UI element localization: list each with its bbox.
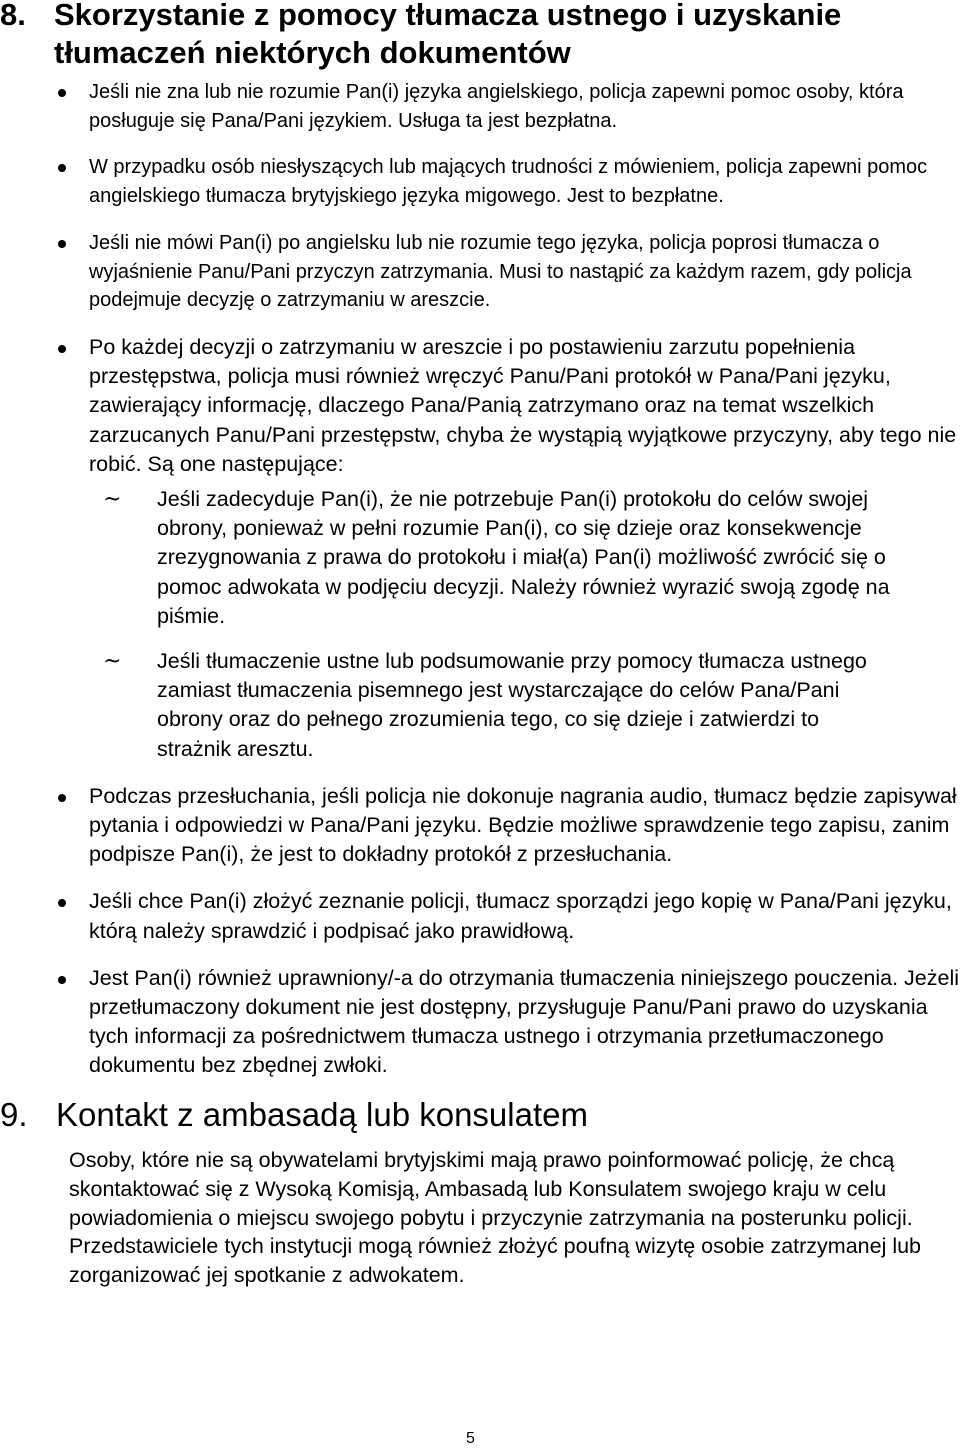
- bullet-item: [0, 887, 959, 945]
- bullet-text: W przypadku osób niesłyszących lub mających trudności z mówieniem, policja zapewni pomoc angielskiego tłumacza brytyjskiego języka migowego. Jest to bezpłatne.: [89, 156, 928, 208]
- section-8-number: 8.: [0, 0, 26, 32]
- bullet-dot-icon: [58, 794, 66, 802]
- tilde-marker-icon: ~: [103, 486, 122, 512]
- sub-bullet-text: Jeśli tłumaczenie ustne lub podsumowanie przy pomocy tłumacza ustnego zamiast tłumaczenia pisemnego jest wystarczające do celów Pana/Pani obrony oraz do pełnego zrozumienia tego, co się dzieje i zatwierdzi to strażnik aresztu.: [157, 648, 867, 761]
- bullet-text: Jeśli nie zna lub nie rozumie Pan(i) języka angielskiego, policja zapewni pomoc osoby, która posługuje się Pana/Pani językiem. Usługa ta jest bezpłatna.: [89, 81, 904, 132]
- bullet-item: [0, 78, 959, 135]
- page-number: 5: [466, 1430, 475, 1447]
- bullet-text: Jeśli chce Pan(i) złożyć zeznanie policji, tłumacz sporządzi jego kopię w Pana/Pani języku, którą należy sprawdzić i podpisać jako prawidłową.: [89, 889, 952, 943]
- section-9-heading: [0, 1095, 588, 1135]
- bullet-text: Jeśli nie mówi Pan(i) po angielsku lub nie rozumie tego języka, policja poprosi tłumacza o wyjaśnienie Panu/Pani przyczyn zatrzymania. Musi to nastąpić za każdym razem, gdy policja podejmuje decyzję o zatrzymaniu w areszcie.: [89, 231, 912, 312]
- tilde-marker-icon: ~: [103, 648, 122, 674]
- sub-bullet-list: [89, 485, 959, 764]
- section-9-title: Kontakt z ambasadą lub konsulatem: [56, 1096, 588, 1133]
- bullet-dot-icon: [58, 899, 66, 907]
- bullet-dot-icon: [58, 240, 66, 248]
- bullet-dot-icon: [58, 164, 66, 172]
- bullet-dot-icon: [58, 89, 66, 97]
- bullet-item: [0, 333, 959, 764]
- section-8-bullet-list: [0, 78, 960, 1099]
- bullet-text: Po każdej decyzji o zatrzymaniu w areszcie i po postawieniu zarzutu popełnienia przestępstwa, policja musi również wręczyć Panu/Pani protokół w Pana/Pani języku, zawierający informację, dlaczego Pana/Panią zatrzymano oraz na temat wszelkich zarzucanych Panu/Pani przestępstw, chyba że wystąpią wyjątkowe przyczyny, aby tego nie robić. Są one następujące:: [89, 334, 957, 476]
- sub-bullet-item: [87, 647, 897, 764]
- bullet-item: [0, 782, 959, 870]
- bullet-item: [0, 153, 959, 210]
- bullet-text: Podczas przesłuchania, jeśli policja nie dokonuje nagrania audio, tłumacz będzie zapisywał pytania i odpowiedzi w Pana/Pani języku. Będzie możliwe sprawdzenie tego zapisu, zanim podpisze Pan(i), że jest to dokładny protokół z przesłuchania.: [89, 783, 957, 867]
- bullet-item: [0, 964, 959, 1081]
- bullet-text: Jest Pan(i) również uprawniony/-a do otrzymania tłumaczenia niniejszego pouczenia. Jeżeli przetłumaczony dokument nie jest dostępny, przysługuje Panu/Pani prawo do uzyskania tych informacji za pośrednictwem tłumacza ustnego i otrzymania przetłumaczonego dokumentu bez zbędnej zwłoki.: [89, 965, 959, 1078]
- section-9-paragraph: Osoby, które nie są obywatelami brytyjskimi mają prawo poinformować policję, że chcą skontaktować się z Wysoką Komisją, Ambasadą lub Konsulatem swojego kraju w celu powiadomienia o miejscu swojego pobytu i przyczynie zatrzymania na posterunku policji. Przedstawiciele tych instytucji mogą również złożyć poufną wizytę osobie zatrzymanej lub zorganizować jej spotkanie z adwokatem.: [69, 1148, 922, 1288]
- bullet-item: [0, 229, 959, 315]
- section-9-number: 9.: [0, 1096, 28, 1133]
- bullet-dot-icon: [58, 976, 66, 984]
- bullet-dot-icon: [58, 345, 66, 353]
- sub-bullet-item: [87, 485, 897, 631]
- section-8-title: Skorzystanie z pomocy tłumacza ustnego i uzyskanie tłumaczeń niektórych dokumentów: [54, 0, 842, 70]
- section-8-heading: [0, 0, 944, 72]
- sub-bullet-text: Jeśli zadecyduje Pan(i), że nie potrzebuje Pan(i) protokołu do celów swojej obrony, ponieważ w pełni rozumie Pan(i), co się dzieje oraz konsekwencje zrezygnowania z prawa do protokołu i miał(a) Pan(i) możliwość zwrócić się o pomoc adwokata w podjęciu decyzji. Należy również wyrazić swoją zgodę na piśmie.: [157, 486, 890, 628]
